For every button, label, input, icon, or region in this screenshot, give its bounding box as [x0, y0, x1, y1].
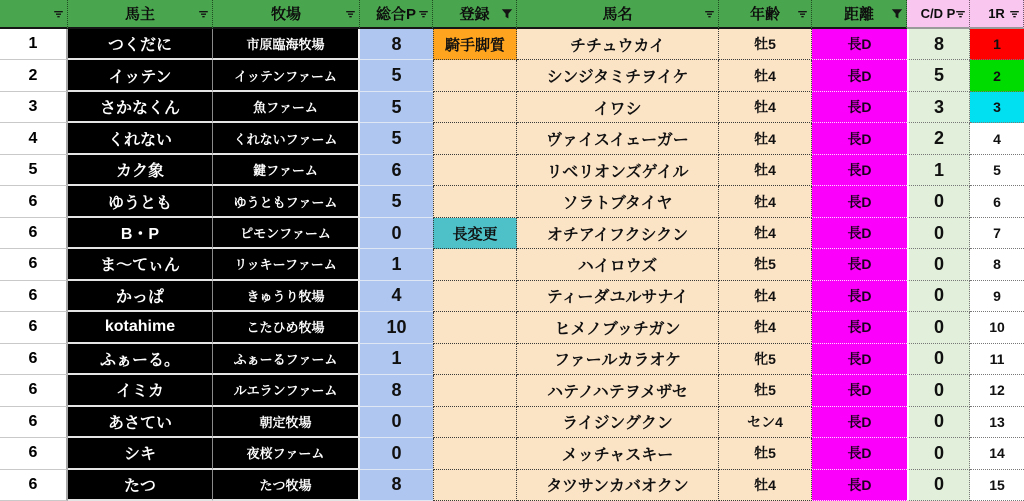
cell-touroku[interactable] — [433, 249, 517, 280]
cell-farm[interactable]: 魚ファーム — [213, 92, 360, 123]
cell-r1[interactable]: 10 — [970, 312, 1024, 343]
header-label-r1: 1R — [988, 6, 1005, 21]
cell-rank[interactable]: 5 — [0, 155, 68, 186]
cell-owner[interactable]: つくだに — [68, 29, 213, 60]
header-label-farm: 牧場 — [270, 6, 301, 23]
cell-age[interactable]: 牡4 — [719, 60, 812, 91]
filter-dropdown-icon[interactable] — [418, 8, 429, 19]
cell-cd_p[interactable]: 0 — [907, 218, 970, 249]
filter-dropdown-icon[interactable] — [797, 8, 808, 19]
cell-r1[interactable]: 13 — [970, 407, 1024, 438]
cell-rank[interactable]: 6 — [0, 407, 68, 438]
cell-cd_p[interactable]: 0 — [907, 281, 970, 312]
cell-farm[interactable]: イッテンファーム — [213, 60, 360, 91]
cell-sogo_p[interactable]: 1 — [360, 249, 433, 280]
cell-rank[interactable]: 6 — [0, 249, 68, 280]
header-label-touroku: 登録 — [459, 6, 490, 23]
cell-age[interactable]: 牡4 — [719, 312, 812, 343]
cell-cd_p[interactable]: 2 — [907, 123, 970, 154]
cell-sogo_p[interactable]: 0 — [360, 218, 433, 249]
cell-sogo_p[interactable]: 6 — [360, 155, 433, 186]
cell-farm[interactable]: 市原臨海牧場 — [213, 29, 360, 60]
filter-dropdown-icon[interactable] — [198, 8, 209, 19]
cell-sogo_p[interactable]: 0 — [360, 407, 433, 438]
cell-rank[interactable]: 6 — [0, 375, 68, 406]
cell-sogo_p[interactable]: 4 — [360, 281, 433, 312]
header-cell-owner[interactable] — [68, 0, 213, 29]
cell-rank[interactable]: 6 — [0, 186, 68, 217]
cell-farm[interactable]: くれないファーム — [213, 123, 360, 154]
cell-owner[interactable]: イッテン — [68, 60, 213, 91]
cell-sogo_p[interactable]: 5 — [360, 60, 433, 91]
cell-r1[interactable]: 5 — [970, 155, 1024, 186]
cell-sogo_p[interactable]: 1 — [360, 344, 433, 375]
cell-farm[interactable]: 朝定牧場 — [213, 407, 360, 438]
cell-owner[interactable]: たつ — [68, 470, 213, 501]
header-cell-age[interactable] — [719, 0, 812, 29]
cell-owner[interactable]: シキ — [68, 438, 213, 469]
cell-cd_p[interactable]: 0 — [907, 344, 970, 375]
cell-horse[interactable]: ハイロウズ — [517, 249, 719, 280]
cell-age[interactable]: 牡4 — [719, 470, 812, 501]
header-cell-rank[interactable] — [0, 0, 68, 29]
cell-rank[interactable]: 3 — [0, 92, 68, 123]
cell-r1[interactable]: 8 — [970, 249, 1024, 280]
cell-owner[interactable]: イミカ — [68, 375, 213, 406]
cell-distance[interactable]: 長D — [812, 249, 907, 280]
cell-distance[interactable]: 長D — [812, 312, 907, 343]
cell-touroku[interactable] — [433, 438, 517, 469]
header-label-distance: 距離 — [843, 6, 874, 23]
cell-horse[interactable]: タツサンカバオクン — [517, 470, 719, 501]
filter-dropdown-icon[interactable] — [53, 8, 64, 19]
cell-distance[interactable]: 長D — [812, 123, 907, 154]
cell-touroku[interactable] — [433, 281, 517, 312]
cell-distance[interactable]: 長D — [812, 186, 907, 217]
cell-r1[interactable]: 1 — [970, 29, 1024, 60]
cell-r1[interactable]: 3 — [970, 92, 1024, 123]
cell-rank[interactable]: 6 — [0, 470, 68, 501]
cell-owner[interactable]: あさてい — [68, 407, 213, 438]
cell-cd_p[interactable]: 0 — [907, 249, 970, 280]
cell-horse[interactable]: リベリオンズゲイル — [517, 155, 719, 186]
header-label-sogo_p: 総合P — [375, 6, 416, 23]
cell-horse[interactable]: ヴァイスイェーガー — [517, 123, 719, 154]
header-cell-sogo_p[interactable] — [360, 0, 433, 29]
cell-touroku[interactable] — [433, 407, 517, 438]
filter-funnel-icon[interactable] — [891, 8, 903, 19]
header-label-age: 年齢 — [749, 6, 780, 23]
filter-dropdown-icon[interactable] — [704, 8, 715, 19]
cell-age[interactable]: セン4 — [719, 407, 812, 438]
cell-distance[interactable]: 長D — [812, 218, 907, 249]
cell-owner[interactable]: ま～てぃん — [68, 249, 213, 280]
cell-distance[interactable]: 長D — [812, 60, 907, 91]
cell-rank[interactable]: 6 — [0, 281, 68, 312]
cell-horse[interactable]: シンジタミチヲイケ — [517, 60, 719, 91]
header-cell-r1[interactable] — [970, 0, 1024, 29]
header-label-cd_p: C/D P — [920, 6, 956, 21]
cell-cd_p[interactable]: 1 — [907, 155, 970, 186]
cell-touroku[interactable]: 長変更 — [433, 218, 517, 249]
cell-age[interactable]: 牡5 — [719, 249, 812, 280]
header-cell-distance[interactable] — [812, 0, 907, 29]
cell-sogo_p[interactable]: 0 — [360, 438, 433, 469]
cell-cd_p[interactable]: 8 — [907, 29, 970, 60]
cell-farm[interactable]: リッキーファーム — [213, 249, 360, 280]
cell-farm[interactable]: たつ牧場 — [213, 470, 360, 501]
cell-r1[interactable]: 14 — [970, 438, 1024, 469]
cell-horse[interactable]: オチアイフクシクン — [517, 218, 719, 249]
cell-horse[interactable]: ライジングクン — [517, 407, 719, 438]
cell-farm[interactable]: こたひめ牧場 — [213, 312, 360, 343]
cell-horse[interactable]: ファールカラオケ — [517, 344, 719, 375]
cell-cd_p[interactable]: 0 — [907, 438, 970, 469]
cell-r1[interactable]: 4 — [970, 123, 1024, 154]
header-label-horse: 馬名 — [602, 6, 633, 23]
cell-owner[interactable]: さかなくん — [68, 92, 213, 123]
cell-rank[interactable]: 6 — [0, 344, 68, 375]
cell-farm[interactable]: ルエランファーム — [213, 375, 360, 406]
cell-owner[interactable]: ふぁーる。 — [68, 344, 213, 375]
cell-cd_p[interactable]: 3 — [907, 92, 970, 123]
filter-dropdown-icon[interactable] — [1009, 8, 1020, 19]
cell-owner[interactable]: くれない — [68, 123, 213, 154]
cell-distance[interactable]: 長D — [812, 92, 907, 123]
cell-age[interactable]: 牡5 — [719, 438, 812, 469]
cell-rank[interactable]: 6 — [0, 438, 68, 469]
filter-funnel-icon[interactable] — [501, 8, 513, 19]
cell-r1[interactable]: 2 — [970, 60, 1024, 91]
cell-distance[interactable]: 長D — [812, 470, 907, 501]
cell-rank[interactable]: 6 — [0, 218, 68, 249]
cell-r1[interactable]: 12 — [970, 375, 1024, 406]
cell-rank[interactable]: 4 — [0, 123, 68, 154]
cell-cd_p[interactable]: 0 — [907, 312, 970, 343]
cell-distance[interactable]: 長D — [812, 407, 907, 438]
header-cell-horse[interactable] — [517, 0, 719, 29]
cell-age[interactable]: 牡4 — [719, 186, 812, 217]
cell-sogo_p[interactable]: 8 — [360, 470, 433, 501]
cell-cd_p[interactable]: 0 — [907, 186, 970, 217]
cell-horse[interactable]: ヒメノブッチガン — [517, 312, 719, 343]
cell-age[interactable]: 牡4 — [719, 123, 812, 154]
cell-touroku[interactable] — [433, 375, 517, 406]
cell-distance[interactable]: 長D — [812, 375, 907, 406]
cell-touroku[interactable] — [433, 123, 517, 154]
cell-age[interactable]: 牡4 — [719, 155, 812, 186]
cell-touroku[interactable]: 騎手脚質 — [433, 29, 517, 60]
cell-farm[interactable]: ピモンファーム — [213, 218, 360, 249]
cell-touroku[interactable] — [433, 60, 517, 91]
cell-farm[interactable]: きゅうり牧場 — [213, 281, 360, 312]
cell-age[interactable]: 牡4 — [719, 92, 812, 123]
cell-owner[interactable]: kotahime — [68, 312, 213, 343]
header-cell-touroku[interactable] — [433, 0, 517, 29]
cell-sogo_p[interactable]: 8 — [360, 29, 433, 60]
cell-distance[interactable]: 長D — [812, 438, 907, 469]
cell-age[interactable]: 牡5 — [719, 29, 812, 60]
cell-rank[interactable]: 6 — [0, 312, 68, 343]
cell-cd_p[interactable]: 0 — [907, 375, 970, 406]
header-cell-farm[interactable] — [213, 0, 360, 29]
cell-distance[interactable]: 長D — [812, 155, 907, 186]
filter-dropdown-icon[interactable] — [345, 8, 356, 19]
cell-horse[interactable]: イワシ — [517, 92, 719, 123]
cell-r1[interactable]: 9 — [970, 281, 1024, 312]
cell-horse[interactable]: ティーダユルサナイ — [517, 281, 719, 312]
cell-farm[interactable]: ふぁーるファーム — [213, 344, 360, 375]
cell-cd_p[interactable]: 5 — [907, 60, 970, 91]
header-label-owner: 馬主 — [124, 6, 155, 23]
cell-owner[interactable]: カク象 — [68, 155, 213, 186]
cell-r1[interactable]: 7 — [970, 218, 1024, 249]
cell-distance[interactable]: 長D — [812, 29, 907, 60]
cell-distance[interactable]: 長D — [812, 281, 907, 312]
cell-sogo_p[interactable]: 5 — [360, 92, 433, 123]
cell-touroku[interactable] — [433, 92, 517, 123]
cell-horse[interactable]: メッチャスキー — [517, 438, 719, 469]
cell-owner[interactable]: かっぱ — [68, 281, 213, 312]
cell-owner[interactable]: ゆうとも — [68, 186, 213, 217]
cell-touroku[interactable] — [433, 344, 517, 375]
cell-age[interactable]: 牡4 — [719, 218, 812, 249]
cell-distance[interactable]: 長D — [812, 344, 907, 375]
cell-farm[interactable]: 鍵ファーム — [213, 155, 360, 186]
cell-farm[interactable]: 夜桜ファーム — [213, 438, 360, 469]
header-cell-cd_p[interactable] — [907, 0, 970, 29]
cell-r1[interactable]: 15 — [970, 470, 1024, 501]
cell-sogo_p[interactable]: 10 — [360, 312, 433, 343]
cell-age[interactable]: 牡4 — [719, 281, 812, 312]
cell-r1[interactable]: 6 — [970, 186, 1024, 217]
cell-cd_p[interactable]: 0 — [907, 407, 970, 438]
cell-sogo_p[interactable]: 5 — [360, 186, 433, 217]
cell-farm[interactable]: ゆうともファーム — [213, 186, 360, 217]
filter-dropdown-icon[interactable] — [955, 8, 966, 19]
cell-touroku[interactable] — [433, 470, 517, 501]
cell-cd_p[interactable]: 0 — [907, 470, 970, 501]
cell-age[interactable]: 牝5 — [719, 344, 812, 375]
cell-owner[interactable]: B・P — [68, 218, 213, 249]
cell-touroku[interactable] — [433, 155, 517, 186]
cell-sogo_p[interactable]: 8 — [360, 375, 433, 406]
cell-rank[interactable]: 1 — [0, 29, 68, 60]
cell-touroku[interactable] — [433, 312, 517, 343]
cell-horse[interactable]: ハテノハテヲメザセ — [517, 375, 719, 406]
cell-sogo_p[interactable]: 5 — [360, 123, 433, 154]
cell-horse[interactable]: ソラトブタイヤ — [517, 186, 719, 217]
cell-rank[interactable]: 2 — [0, 60, 68, 91]
cell-horse[interactable]: チチュウカイ — [517, 29, 719, 60]
cell-age[interactable]: 牡5 — [719, 375, 812, 406]
cell-touroku[interactable] — [433, 186, 517, 217]
cell-r1[interactable]: 11 — [970, 344, 1024, 375]
